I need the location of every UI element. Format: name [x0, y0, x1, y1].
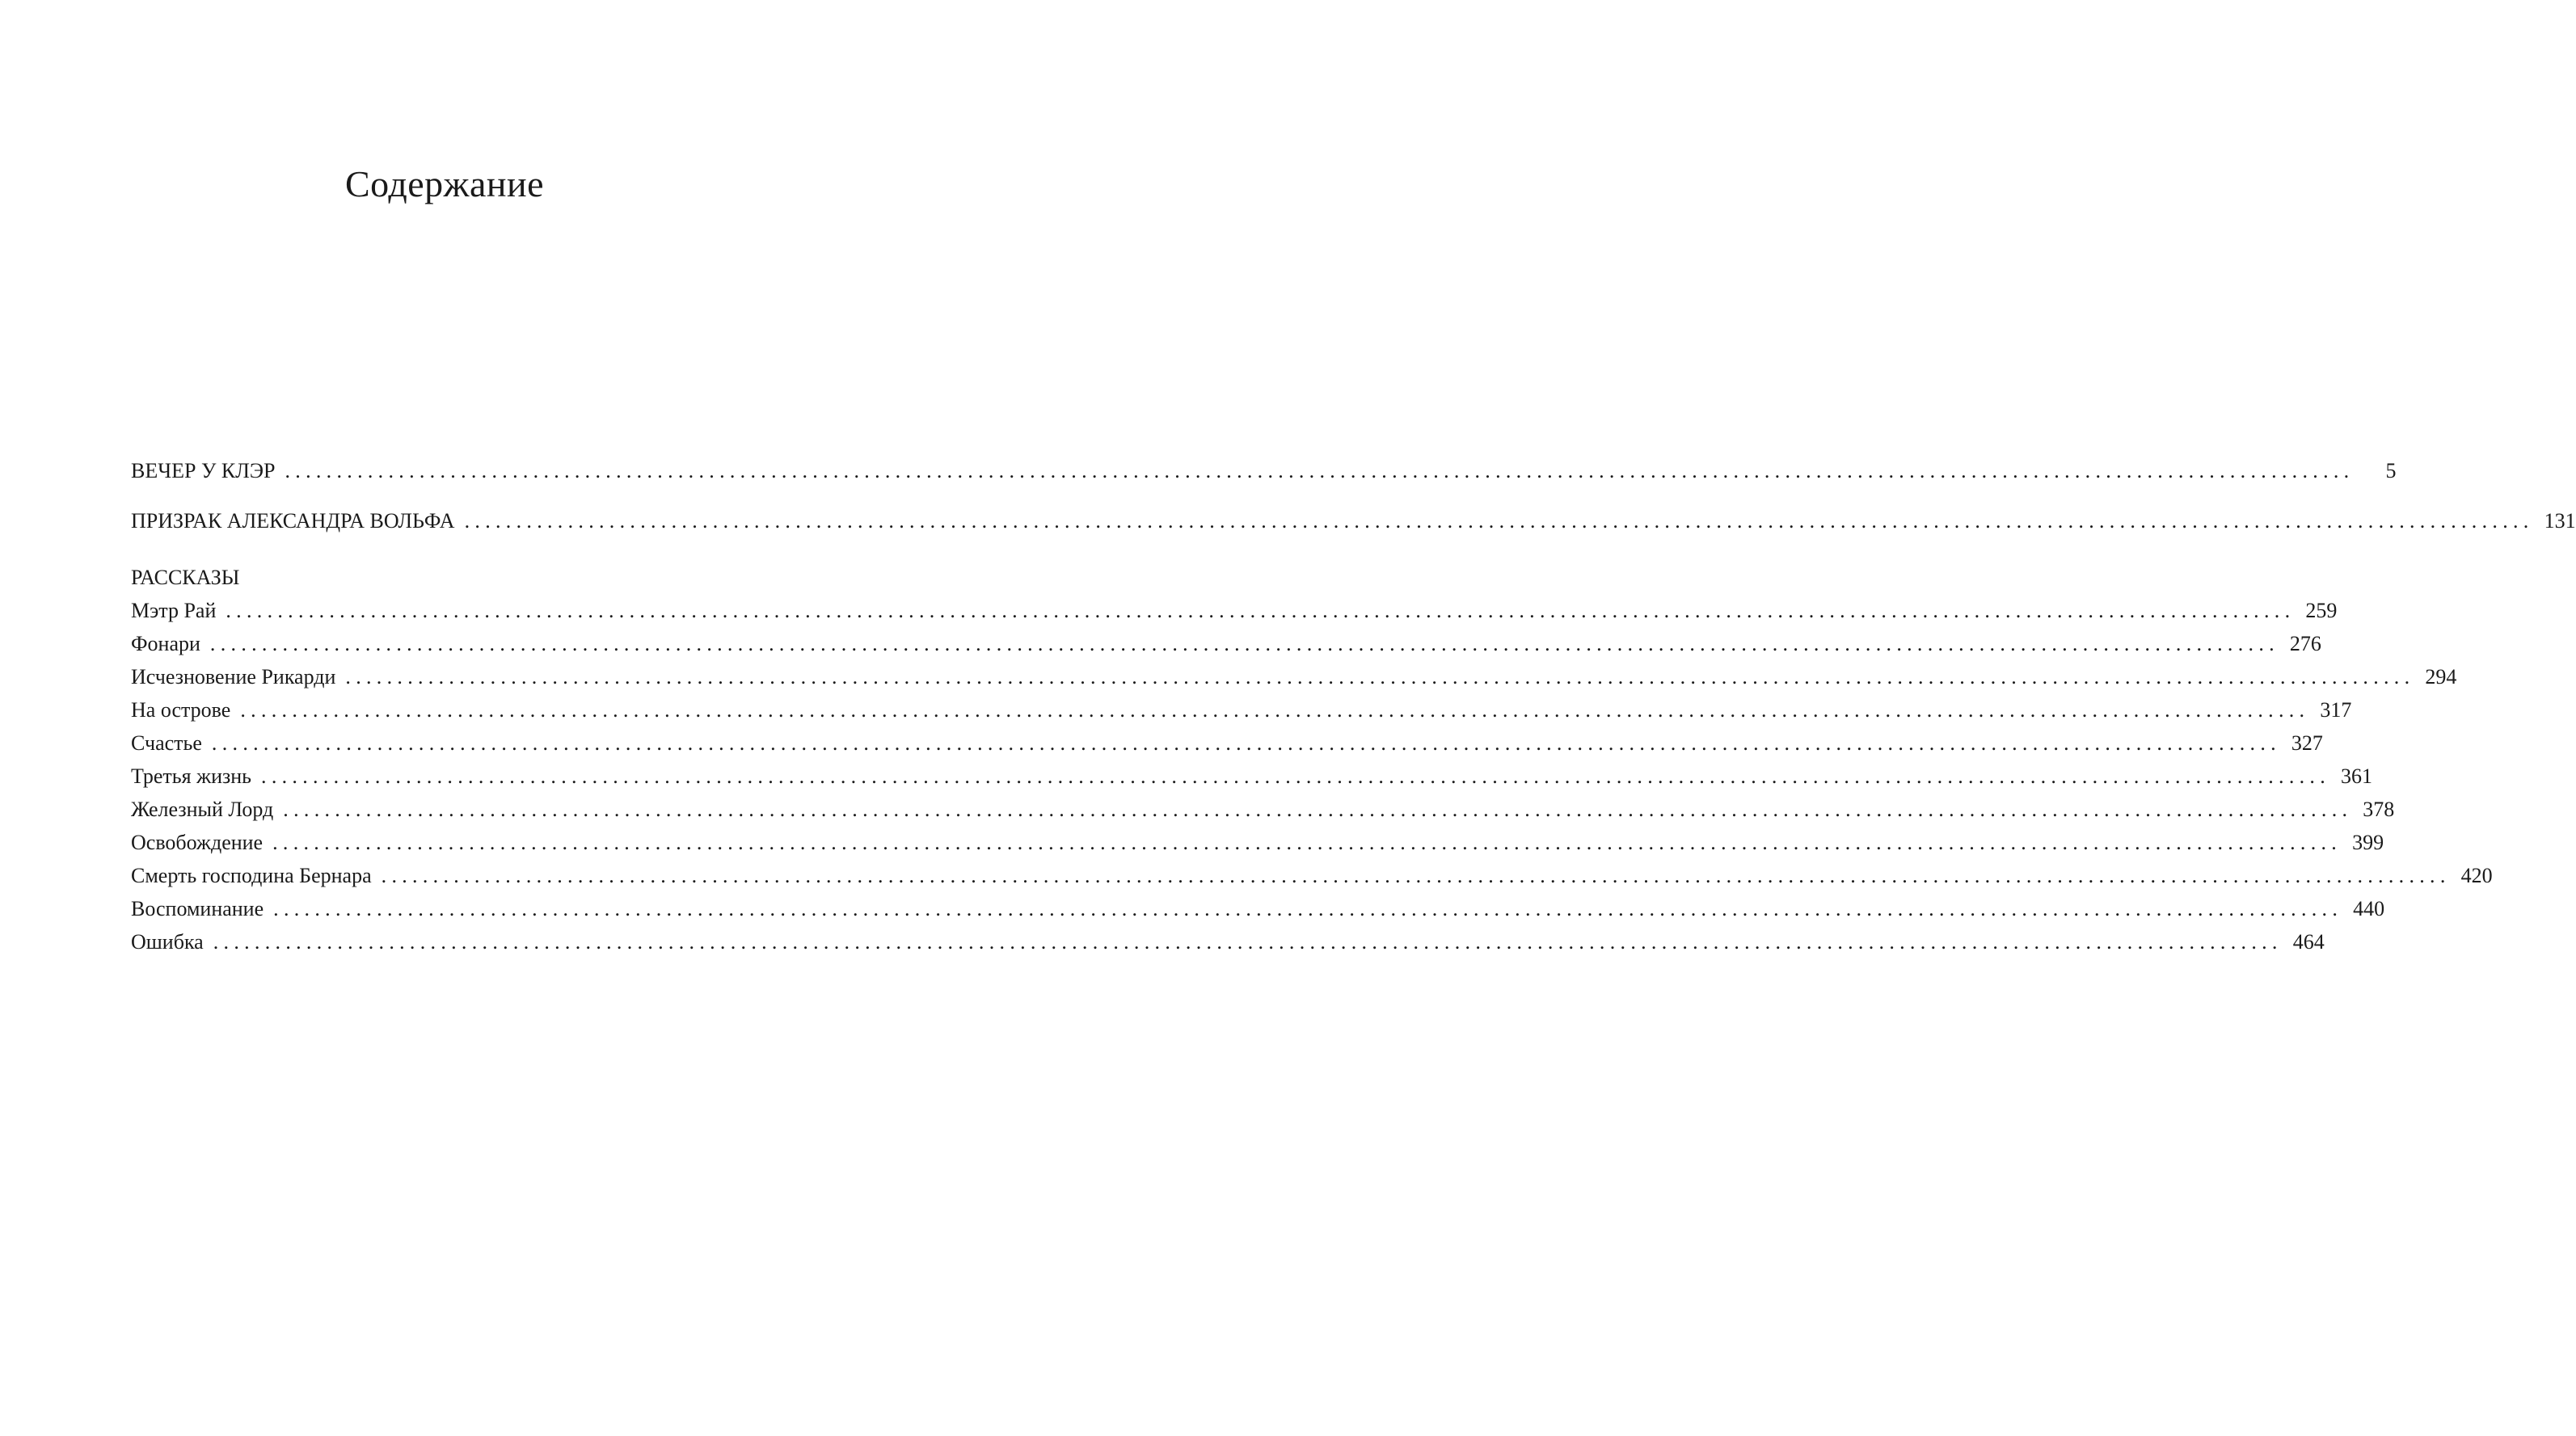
toc-entry[interactable] [131, 798, 2395, 831]
toc-entry-page: 317 [2320, 698, 2352, 722]
toc-entry-page: 464 [2292, 930, 2325, 954]
toc-entry-page: 440 [2353, 897, 2385, 920]
toc-entry-title: Смерть господина Бернара [131, 864, 372, 887]
dot-leader: ........................................................................................................................................................................................................ [211, 731, 2281, 755]
dot-leader: ........................................................................................................................................................................................................ [261, 764, 2331, 788]
toc-entry-title: Счастье [131, 731, 202, 755]
toc-entry-title: Фонари [131, 632, 200, 655]
toc-entry[interactable] [131, 930, 2325, 963]
toc-entry-page: 399 [2352, 831, 2384, 854]
dot-leader: ........................................................................................................................................................................................................ [209, 632, 2279, 655]
toc-entry-title: Освобождение [131, 831, 264, 854]
toc-entry[interactable] [131, 897, 2385, 930]
table-of-contents [131, 459, 2576, 963]
toc-entry[interactable] [131, 731, 2323, 764]
toc-section-heading: РАССКАЗЫ [131, 566, 240, 589]
toc-entry-page: 420 [2460, 864, 2493, 887]
toc-entry[interactable] [131, 831, 2384, 864]
toc-entry-page: 276 [2289, 632, 2321, 655]
toc-entry[interactable] [131, 698, 2352, 731]
toc-entry[interactable] [131, 665, 2457, 698]
dot-leader: ........................................................................................................................................................................................................ [226, 599, 2296, 622]
dot-leader: ........................................................................................................................................................................................................ [273, 897, 2343, 920]
toc-entry-title: ПРИЗРАК АЛЕКСАНДРА ВОЛЬФА [131, 509, 455, 533]
dot-leader: ........................................................................................................................................................................................................ [213, 930, 2283, 954]
toc-entry[interactable] [131, 864, 2493, 897]
toc-entry[interactable] [131, 764, 2373, 798]
toc-entry[interactable] [131, 599, 2338, 632]
toc-entry-title: Ошибка [131, 930, 204, 954]
toc-entry-title: ВЕЧЕР У КЛЭР [131, 459, 276, 482]
dot-leader: ........................................................................................................................................................................................................ [272, 831, 2342, 854]
toc-entry-title: На острове [131, 698, 231, 722]
toc-entry-page: 131 [2544, 509, 2576, 533]
toc-entry-page: 5 [2385, 459, 2397, 482]
toc-entry-title: Железный Лорд [131, 798, 274, 821]
toc-entry-page: 361 [2341, 764, 2373, 788]
dot-leader: ........................................................................................................................................................................................................ [283, 798, 2353, 821]
toc-entry-title: Исчезновение Рикарди [131, 665, 336, 689]
toc-entry-page: 378 [2363, 798, 2395, 821]
toc-entry-title: Воспоминание [131, 897, 264, 920]
dot-leader: ........................................................................................................................................................................................................ [345, 665, 2415, 689]
dot-leader: ........................................................................................................................................................................................................ [464, 509, 2534, 533]
toc-entry-page: 259 [2305, 599, 2338, 622]
toc-entry[interactable] [131, 459, 2397, 509]
toc-entry-page: 327 [2291, 731, 2323, 755]
toc-entry-title: Мэтр Рай [131, 599, 217, 622]
toc-entry[interactable] [131, 632, 2321, 665]
dot-leader: ........................................................................................................................................................................................................ [285, 459, 2355, 482]
page-title: Содержание [344, 163, 545, 204]
toc-entry-title: Третья жизнь [131, 764, 252, 788]
toc-entry[interactable] [131, 509, 2576, 559]
dot-leader: ........................................................................................................................................................................................................ [381, 864, 2451, 887]
dot-leader: ........................................................................................................................................................................................................ [240, 698, 2310, 722]
toc-entry-page: 294 [2425, 665, 2457, 689]
